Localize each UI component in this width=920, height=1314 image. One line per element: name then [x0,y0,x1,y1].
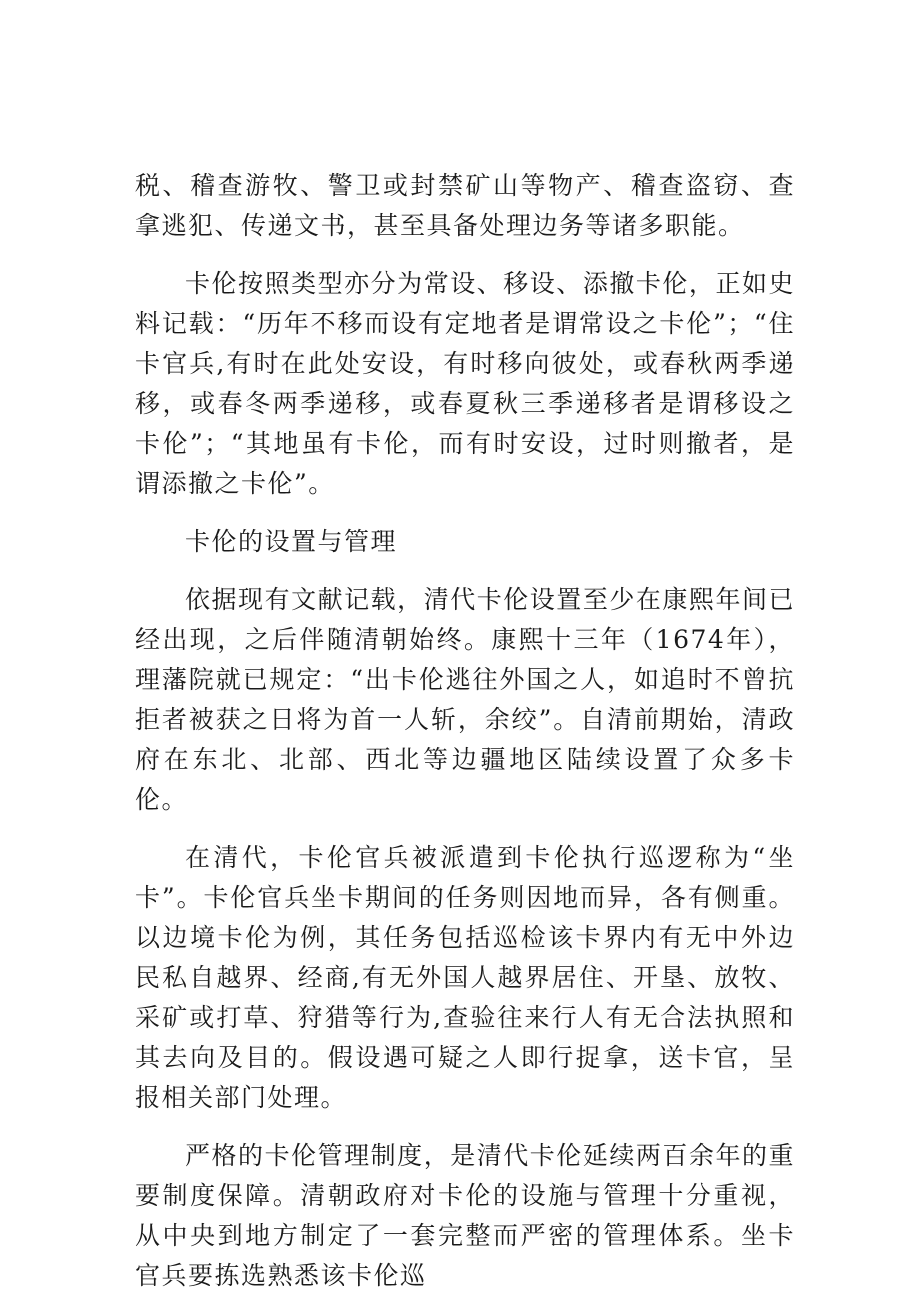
paragraph-continuation: 税、稽查游牧、警卫或封禁矿山等物产、稽查盗窃、查拿逃犯、传递文书，甚至具备处理边务等诸多职能。 [135,171,795,240]
paragraph-karun-management: 严格的卡伦管理制度，是清代卡伦延续两百余年的重要制度保障。清朝政府对卡伦的设施与管理十分重视，从中央到地方制定了一套完整而严密的管理体系。坐卡官兵要拣选熟悉该卡伦巡 [135,1141,795,1290]
paragraph-karun-types: 卡伦按照类型亦分为常设、移设、添撤卡伦，正如史料记载：“历年不移而设有定地者是谓常设之卡伦”；“住卡官兵,有时在此处安设，有时移向彼处，或春秋两季递移，或春冬两季递移，或春夏秋三季递移者是谓移设之卡伦”；“其地虽有卡伦，而有时安设，过时则撤者，是谓添撤之卡伦”。 [135,269,795,498]
document-body [135,166,795,1314]
section-heading: 卡伦的设置与管理 [185,527,398,556]
paragraph-karun-duty: 在清代，卡伦官兵被派遣到卡伦执行巡逻称为“坐卡”。卡伦官兵坐卡期间的任务则因地而异，各有侧重。以边境卡伦为例，其任务包括巡检该卡界内有无中外边民私自越界、经商,有无外国人越界居住、开垦、放牧、采矿或打草、狩猎等行为,查验往来行人有无合法执照和其去向及目的。假设遇可疑之人即行捉拿，送卡官，呈报相关部门处理。 [135,843,795,1112]
paragraph-karun-origin: 依据现有文献记载，清代卡伦设置至少在康熙年间已经出现，之后伴随清朝始终。康熙十三年（1674年），理藩院就已规定：“出卡伦逃往外国之人，如追时不曾抗拒者被获之日将为首一人斩，余绞”。自清前期始，清政府在东北、北部、西北等边疆地区陆续设置了众多卡伦。 [135,585,796,814]
